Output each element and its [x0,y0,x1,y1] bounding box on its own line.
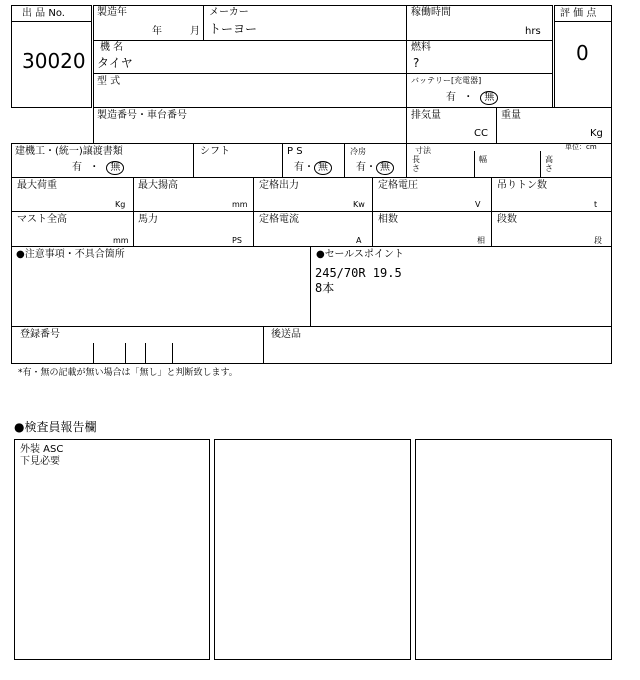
displacement-unit: CC [474,128,488,139]
battery-dot: ・ [463,92,474,103]
length-label: 長 さ [412,155,420,173]
ps-yes: 有 [294,162,304,173]
battery-yes: 有 [446,92,456,103]
inspector-title: ●検査員報告欄 [14,420,97,434]
lot-number-label: 出 品 No. [22,8,65,19]
weight-label: 重量 [501,110,521,121]
ac-dot: ・ [366,162,376,173]
stages-unit: 段 [594,236,602,245]
rated-output-unit: Kw [353,200,365,209]
model-value: タイヤ [97,56,133,70]
ps-label: P S [287,146,303,157]
cert-no-circled: 無 [106,161,124,175]
ac-choice [356,161,394,175]
current-label: 定格電流 [259,214,299,225]
ps-no-circled: 無 [314,161,332,175]
crane-unit: t [594,200,598,209]
score-value: 0 [576,41,589,65]
sales-line-1: 245/70R 19.5 [315,266,402,280]
hp-unit: PS [232,236,242,245]
maker-label: メーカー [209,7,249,18]
month-unit: 月 [190,26,200,37]
crane-label: 吊りトン数 [497,180,547,191]
rated-output-label: 定格出力 [259,180,299,191]
displacement-label: 排気量 [411,110,441,121]
inspector-box-1 [14,439,210,660]
score-label: 評 価 点 [560,8,597,19]
ac-yes: 有 [356,162,366,173]
weight-unit: Kg [590,128,603,139]
serial-label: 製造番号・車台番号 [97,110,187,121]
cert-label: 建機工・(統一)譲渡書類 [15,146,123,157]
registration-label: 登録番号 [20,329,60,340]
spec-row-3 [11,211,612,247]
max-lift-unit: mm [232,200,248,209]
footnote: *有・無の記載が無い場合は「無し」と判断致します。 [18,368,238,378]
registration-row [11,326,612,364]
year-unit: 年 [152,26,162,37]
lot-number-value: 30020 [22,49,86,73]
cert-choice [72,161,124,175]
max-lift-label: 最大揚高 [138,180,178,191]
mast-unit: mm [113,236,129,245]
year-label: 製造年 [97,7,127,18]
sales-label: ●セールスポイント [316,249,404,260]
sales-line-2: 8本 [315,281,335,295]
rated-voltage-unit: V [475,200,481,209]
ac-no-circled: 無 [376,161,394,175]
fuel-label: 燃料 [411,42,431,53]
hp-label: 馬力 [138,214,158,225]
ac-label: 冷房 [350,147,366,156]
cert-dot: ・ [89,162,100,173]
inspector-box-2 [214,439,411,660]
inspector-note-2: 下見必要 [20,456,60,467]
unit-label: 単位：cm [565,143,597,151]
cert-yes: 有 [72,162,82,173]
ps-choice [294,161,332,175]
shift-label: シフト [200,146,230,157]
maker-value: トーヨー [209,22,258,36]
mast-label: マスト全高 [17,214,67,225]
max-load-unit: Kg [115,200,126,209]
battery-label: バッテリー[充電器] [411,76,482,85]
ps-dot: ・ [304,162,314,173]
battery-no-circled: 無 [480,91,498,105]
inspector-box-3 [415,439,612,660]
battery-choice [446,91,498,105]
type-label: 型 式 [97,76,121,87]
shipping-label: 後送品 [271,329,301,340]
hours-label: 稼働時間 [411,7,451,18]
height-label: 高 さ [545,155,553,173]
current-unit: A [356,236,362,245]
dimensions-label: 寸法 [415,146,431,155]
model-label: 機 名 [100,42,124,53]
max-load-label: 最大荷重 [17,180,57,191]
rated-voltage-label: 定格電圧 [378,180,418,191]
fuel-value: ? [413,56,420,70]
caution-label: ●注意事項・不具合箇所 [16,249,125,260]
phase-label: 相数 [378,214,398,225]
inspector-note-1: 外装 ASC [20,444,64,455]
stages-label: 段数 [497,214,517,225]
width-label: 幅 [479,155,487,164]
phase-unit: 相 [477,236,485,245]
hours-unit: hrs [525,26,541,37]
